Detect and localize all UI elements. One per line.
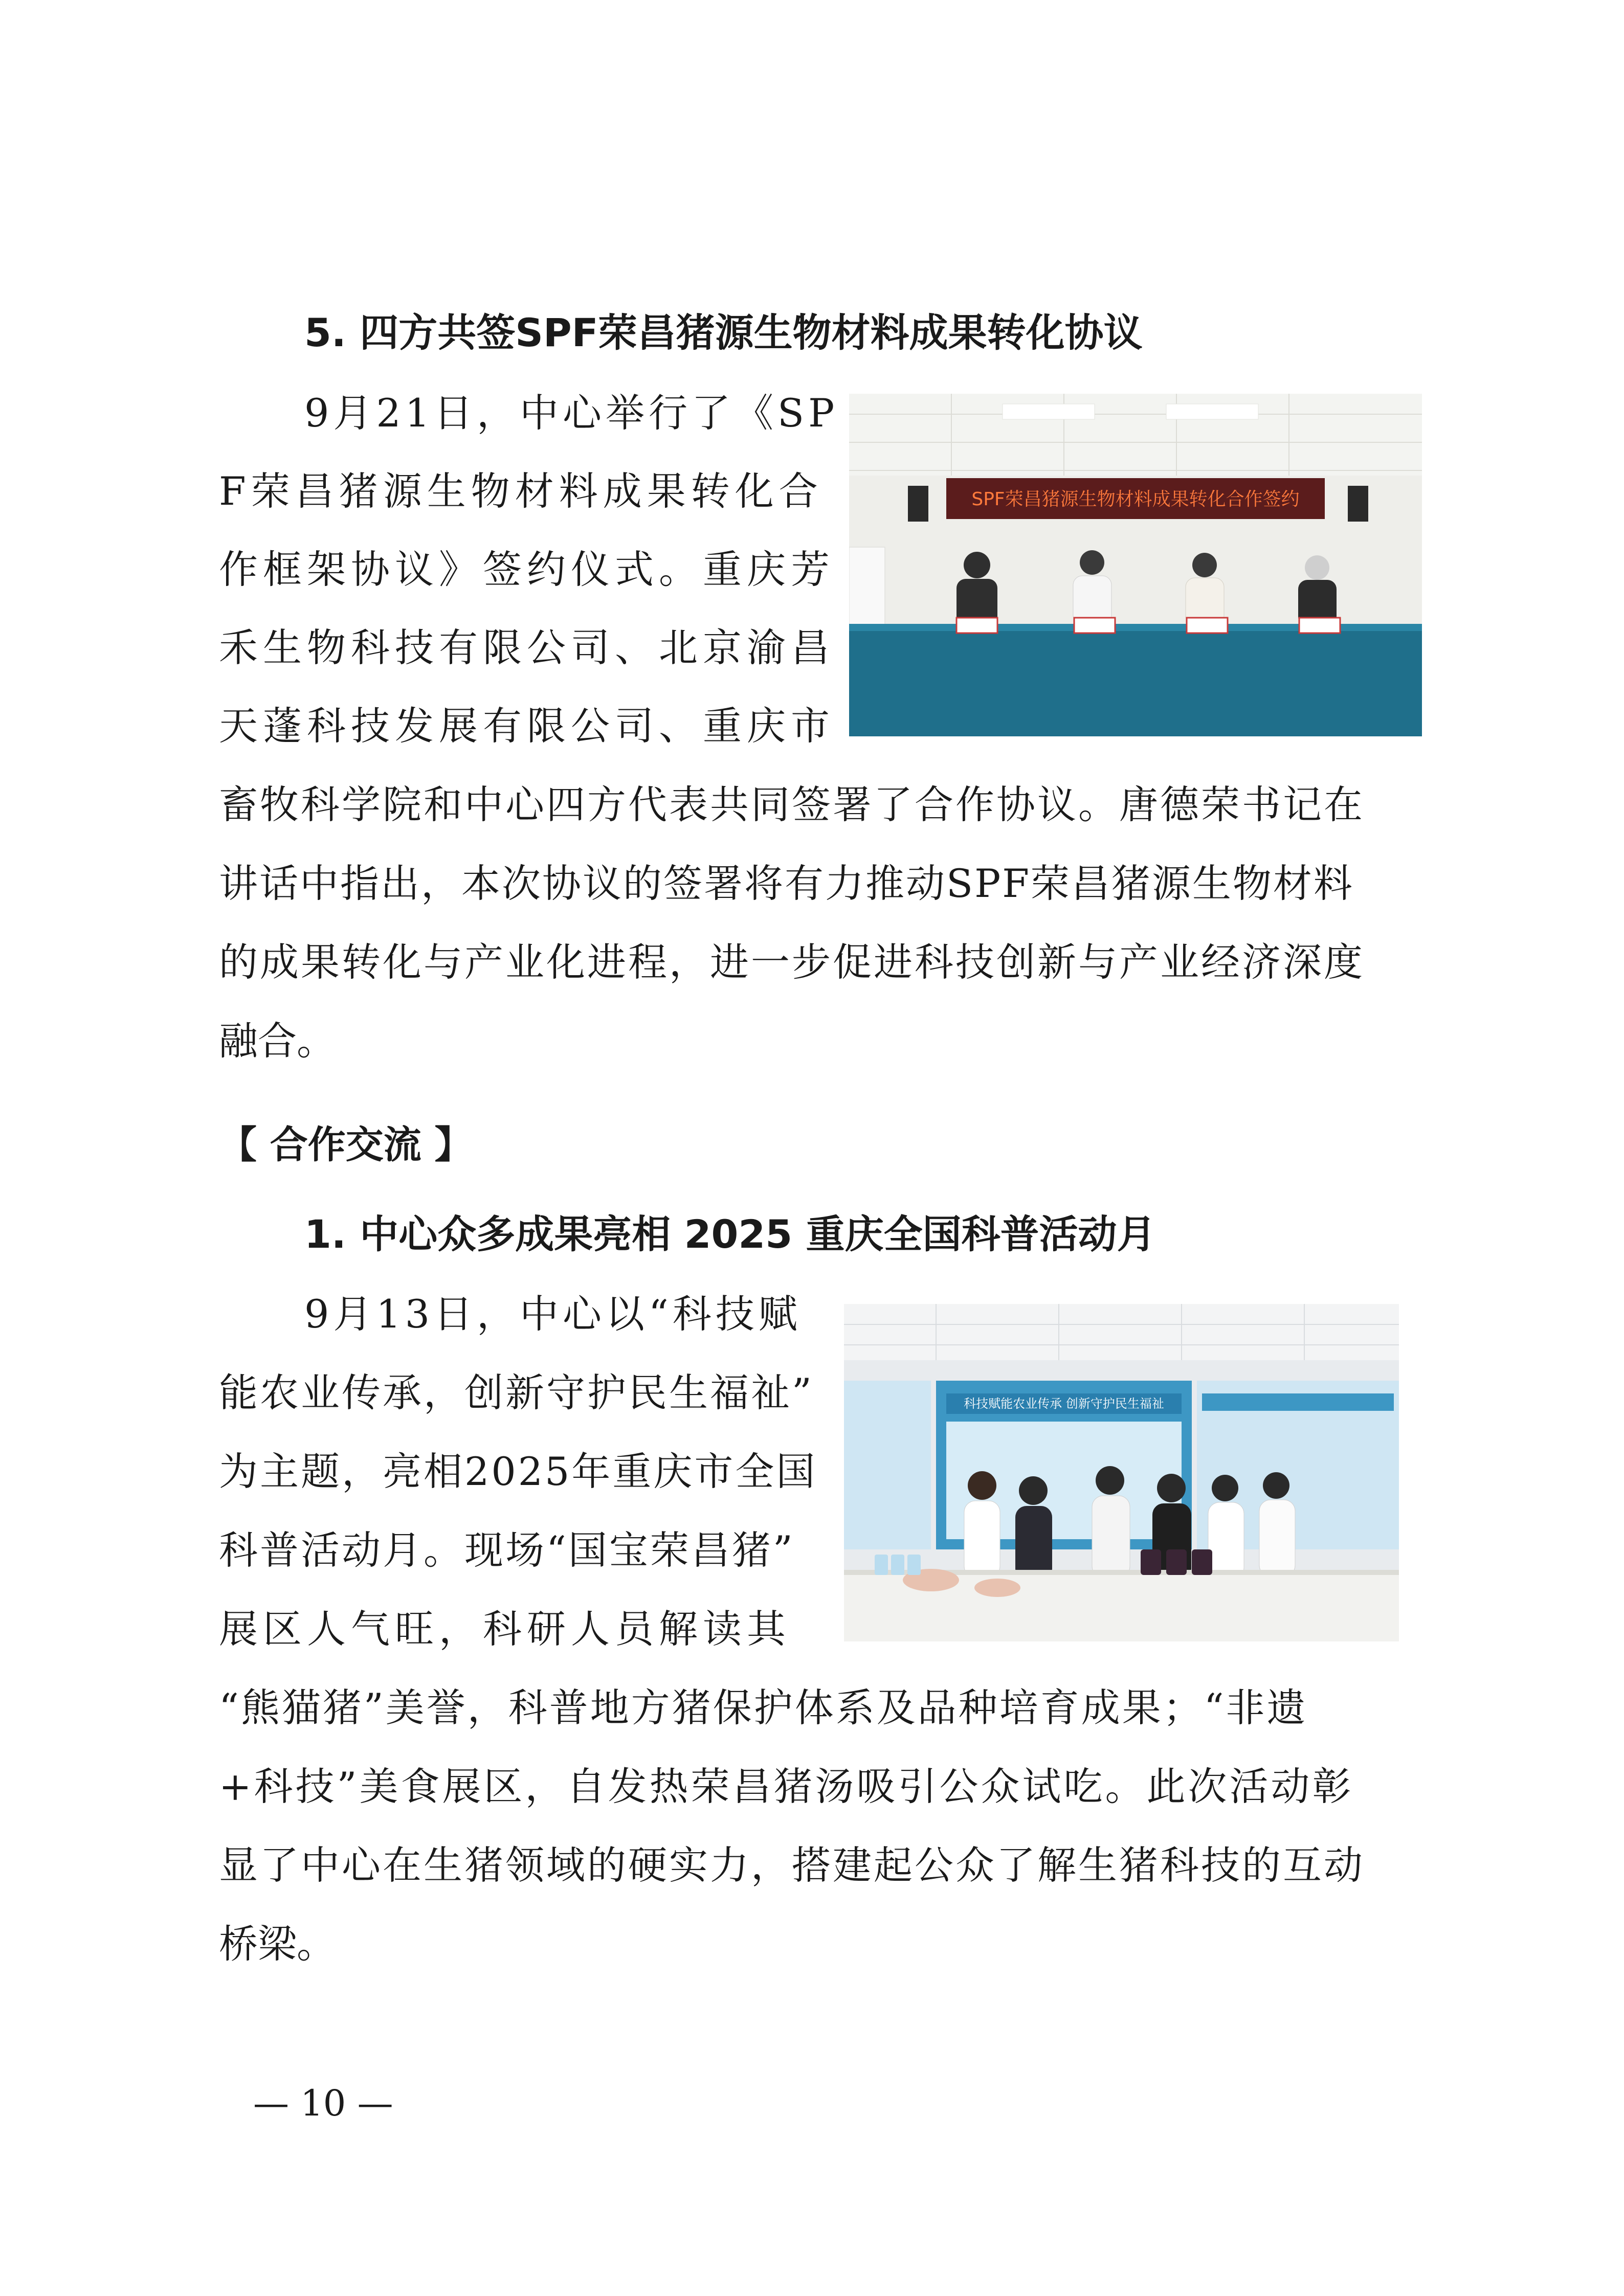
science-month-illustration — [844, 1304, 1399, 1641]
signing-ceremony-illustration — [849, 394, 1422, 736]
item1-heading: 1. 中心众多成果亮相 2025 重庆全国科普活动月 — [304, 1211, 1156, 1257]
item5-heading: 5. 四方共签SPF荣昌猪源生物材料成果转化协议 — [304, 310, 1143, 355]
section-title-cooperation: 【 合作交流 】 — [219, 1123, 473, 1167]
item5-body-2: 讲话中指出，本次协议的签署将有力推动SPF荣昌猪源生物材料 — [219, 861, 1354, 906]
item5-line-4: 禾生物科技有限公司、北京渝昌 — [219, 625, 835, 670]
item5-line-2: F荣昌猪源生物材料成果转化合 — [219, 468, 823, 514]
board-slogan: 科技赋能农业传承 创新守护民生福祉 — [964, 1397, 1164, 1411]
item1-body-4: 桥梁。 — [219, 1921, 336, 1967]
item1-line-3: 为主题，亮相2025年重庆市全国 — [219, 1449, 817, 1494]
display-board-left — [844, 1381, 931, 1549]
item1-line-1: 9月13日，中心以“科技赋 — [304, 1291, 802, 1337]
page-number: — 10 — — [253, 2082, 393, 2124]
item5-line-3: 作框架协议》签约仪式。重庆芳 — [219, 547, 835, 592]
signing-table — [849, 624, 1422, 736]
item5-body-1: 畜牧科学院和中心四方代表共同签署了合作协议。唐德荣书记在 — [219, 782, 1365, 827]
science-month-exhibit-photo — [844, 1304, 1399, 1641]
item1-line-4: 科普活动月。现场“国宝荣昌猪” — [219, 1527, 795, 1573]
item1-line-5: 展区人气旺，科研人员解读其 — [219, 1606, 791, 1652]
item1-line-2: 能农业传承，创新守护民生福祉” — [219, 1370, 814, 1415]
item5-line-5: 天蓬科技发展有限公司、重庆市 — [219, 703, 835, 749]
item1-body-3: 显了中心在生猪领域的硬实力，搭建起公众了解生猪科技的互动 — [219, 1842, 1365, 1888]
item5-body-4: 融合。 — [219, 1018, 336, 1064]
item1-body-1: “熊猫猪”美誉，科普地方猪保护体系及品种培育成果；“非遗 — [219, 1685, 1308, 1730]
item5-body-3: 的成果转化与产业化进程，进一步促进科技创新与产业经济深度 — [219, 939, 1365, 985]
item5-line-1: 9月21日，中心举行了《SP — [304, 390, 839, 436]
banner-text: SPF荣昌猪源生物材料成果转化合作签约 — [971, 489, 1300, 510]
signing-ceremony-photo — [849, 394, 1422, 736]
item1-body-2: +科技”美食展区，自发热荣昌猪汤吸引公众试吃。此次活动彰 — [219, 1764, 1354, 1809]
